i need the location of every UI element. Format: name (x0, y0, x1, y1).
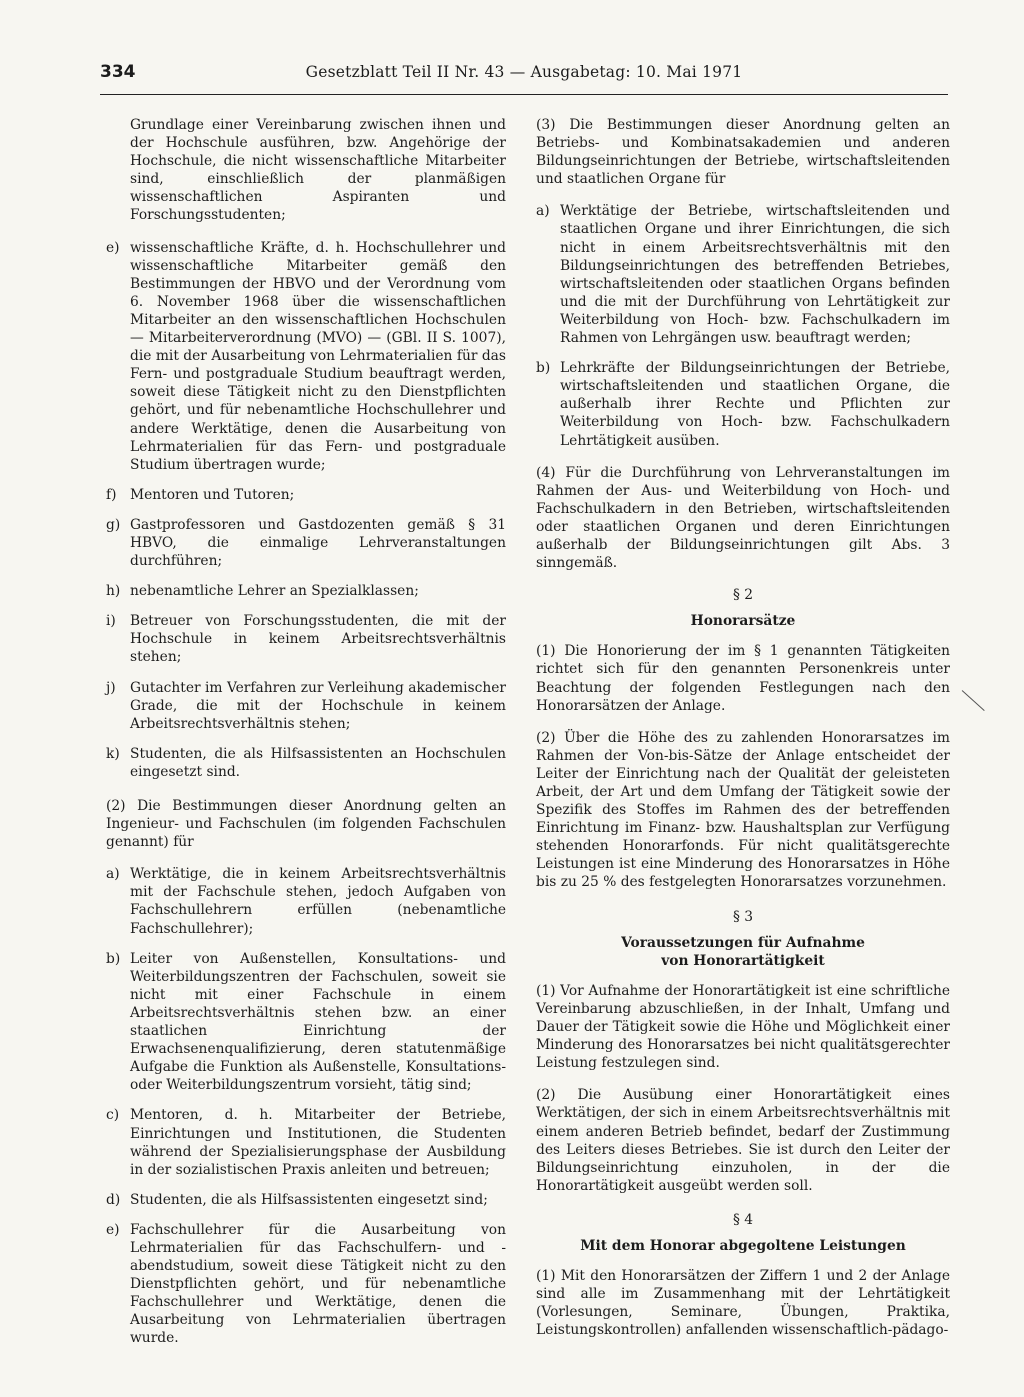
item-text: Studenten, die als Hilfsassistenten an Hochschulen eingesetzt sind. (130, 745, 506, 780)
list-item (106, 1106, 506, 1178)
section-paragraph: (2) Über die Höhe des zu zahlenden Honorarsatzes im Rahmen der Von-bis-Sätze der Anlage entscheidet der Leiter der Einrichtung nach der Qualität der geleisteten Arbeit, der Art und dem Umfang der Tätigkeit sowie der Spezifik des Stoffes im Rahmen des der betreffenden Einrichtung im Finanz- bzw. Haushaltsplan zur Verfügung stehenden Honorarfonds. Für nicht qualitätsgerechte Leistungen ist eine Minderung des Honorarsatzes in Höhe bis zu 25 % des festgelegten Honorarsatzes vorzunehmen. (536, 729, 950, 891)
section-number: § 3 (732, 908, 754, 925)
continued-item-text: Grundlage einer Vereinbarung zwischen ihnen und der Hochschule ausführen, bzw. Angehörige der Hochschule, die nicht wissenschaftliche Mitarbeiter sind, einschließlich der planmäßigen wissenschaftlichen Aspiranten und Forschungsstudenten; (130, 117, 506, 224)
scan-mark (962, 690, 985, 711)
item-label: j) (106, 679, 116, 696)
item-label: b) (536, 360, 551, 377)
item-text: Gutachter im Verfahren zur Verleihung akademischer Grade, die mit der Hochschule in keinem Arbeitsrechtsverhältnis stehen; (130, 679, 506, 732)
list-items-part3 (536, 202, 950, 449)
page-header (100, 60, 948, 95)
list-item (106, 679, 506, 733)
list-item (536, 359, 950, 449)
list-item (106, 582, 506, 600)
item-text: Leiter von Außenstellen, Konsultations- und Weiterbildungszentren der Fachschulen, soweit sie nicht mit einer Fachschule in einem Arbeitsrechtsverhältnis stehen bzw. an einer staatlichen Einrichtung der Erwachsenenqualifizierung, deren statutenmäßige Aufgabe die Funktion als Außenstelle, Konsultations- oder Weiterbildungszentrum vorsieht, tätig sind; (130, 950, 506, 1094)
paragraph-2: (2) Die Bestimmungen dieser Anordnung gelten an Ingenieur- und Fachschulen (im folgenden Fachschulen genannt) für (106, 798, 506, 851)
list-items-part1 (106, 239, 506, 781)
list-item (106, 1191, 506, 1209)
right-column (536, 116, 950, 1353)
item-text: Fachschullehrer für die Ausarbeitung von Lehrmaterialien für das Fachschulfern- und -abendstudium, soweit diese Tätigkeit nicht zu den Dienstpflichten gehört, und für nebenamtliche Fachschullehrer und Werktätige, denen die Ausarbeitung von Lehrmaterialien übertragen wurde. (130, 1221, 506, 1347)
list-items-part2 (106, 865, 506, 1347)
item-label: e) (106, 1221, 120, 1238)
item-label: h) (106, 583, 121, 600)
section-title-line2: von Honorartätigkeit (661, 952, 825, 969)
item-text: Mentoren und Tutoren; (130, 486, 295, 503)
list-item (106, 1221, 506, 1348)
section-paragraph: (1) Die Honorierung der im § 1 genannten Tätigkeiten richtet sich für den genannten Personenkreis unter Beachtung der folgenden Festlegungen nach den Honorarsätzen der Anlage. (536, 643, 950, 714)
list-item (106, 486, 506, 504)
item-text: Studenten, die als Hilfsassistenten eingesetzt sind; (130, 1191, 488, 1208)
item-label: a) (536, 203, 550, 220)
item-text: Mentoren, d. h. Mitarbeiter der Betriebe, Einrichtungen und Institutionen, die Studenten während der Spezialisierungsphase der Ausbildung in der sozialistischen Praxis anleiten und betreuen; (130, 1107, 506, 1178)
list-item (106, 239, 506, 474)
item-label: d) (106, 1191, 121, 1208)
item-label: e) (106, 239, 120, 256)
item-text: nebenamtliche Lehrer an Spezialklassen; (130, 583, 419, 600)
item-label: f) (106, 486, 117, 503)
section-title: Honorarsätze (690, 613, 796, 630)
left-column (106, 116, 506, 1360)
item-label: g) (106, 516, 121, 533)
item-text: Gastprofessoren und Gastdozenten gemäß § 31 HBVO, die einmalige Lehrveranstaltungen durchführen; (130, 516, 506, 570)
section-title: Mit dem Honorar abgegoltene Leistungen (580, 1237, 906, 1254)
item-text: Betreuer von Forschungsstudenten, die mit der Hochschule in keinem Arbeitsrechtsverhältnis stehen; (130, 613, 506, 666)
item-text: wissenschaftliche Kräfte, d. h. Hochschullehrer und wissenschaftliche Mitarbeiter gemäß den Bestimmungen der HBVO und der Verordnung vom 6. November 1968 über die wissenschaftlichen Mitarbeiter an den wissenschaftlichen Hochschulen — Mitarbeiterverordnung (MVO) — (GBl. II S. 1007), die mit der Ausarbeitung von Lehrmaterialien für das Fern- und postgraduale Studium beauftragt werden, soweit diese Tätigkeit nicht zu den Dienstpflichten gehört, und für nebenamtliche Hochschullehrer und andere Werktätige, denen die Ausarbeitung von Lehrmaterialien für das Fern- und postgraduale Studium übertragen wurde; (130, 239, 506, 473)
section-paragraph: (1) Mit den Honorarsätzen der Ziffern 1 und 2 der Anlage sind alle im Zusammenhang mit der Lehrtätigkeit (Vorlesungen, Seminare, Übungen, Praktika, Leistungskontrollen) anfallenden wissenschaftlich-pädago- (536, 1268, 950, 1339)
item-text: Werktätige, die in keinem Arbeitsrechtsverhältnis mit der Fachschule stehen, jedoch Aufgaben von Fachschullehrern erfüllen (nebenamtliche Fachschullehrer); (130, 866, 506, 937)
list-item (536, 202, 950, 347)
paragraph-3: (3) Die Bestimmungen dieser Anordnung gelten an Betriebs- und Kombinatsakademien und anderen Bildungseinrichtungen der Betriebe, wirtschaftsleitenden und staatlichen Organe für (536, 117, 950, 188)
item-label: c) (106, 1107, 120, 1124)
paragraph-4: (4) Für die Durchführung von Lehrveranstaltungen im Rahmen der Aus- und Weiterbildung von Hoch- und Fachschulkadern in den Betrieben, wirtschaftsleitenden oder staatlichen Organen und deren Einrichtungen außerhalb der Bildungseinrichtungen gilt Abs. 3 sinngemäß. (536, 464, 950, 572)
item-label: i) (106, 613, 116, 630)
section-number: § 4 (732, 1211, 754, 1228)
item-label: a) (106, 866, 120, 883)
item-label: k) (106, 745, 120, 762)
list-item (106, 745, 506, 781)
list-item (106, 516, 506, 570)
list-item (106, 865, 506, 937)
running-head: Gesetzblatt Teil II Nr. 43 — Ausgabetag: 10. Mai 1971 (305, 63, 743, 81)
item-label: b) (106, 950, 121, 967)
section-title: Voraussetzungen für Aufnahme (621, 934, 865, 951)
section-number: § 2 (732, 587, 754, 604)
item-text: Werktätige der Betriebe, wirtschaftsleitenden und staatlichen Organe und ihrer Einrichtungen, die sich nicht in einem Arbeitsrechtsverhältnis mit den Bildungseinrichtungen des betreffenden Betriebes, wirtschaftsleitenden oder staatlichen Organs befinden und die mit der Durchführung von Lehrtätigkeit zur Weiterbildung von Hoch- bzw. Fachschulkadern im Rahmen von Lehrgängen usw. beauftragt werden; (560, 203, 950, 347)
item-text: Lehrkräfte der Bildungseinrichtungen der Betriebe, wirtschaftsleitenden und staatlichen Organe, die außerhalb ihrer Rechte und Pflichten zur Weiterbildung von Hoch- bzw. Fachschulkadern Lehrtätigkeit ausüben. (560, 360, 950, 449)
list-item (106, 612, 506, 666)
page-number: 334 (100, 62, 136, 82)
section-paragraph: (2) Die Ausübung einer Honorartätigkeit eines Werktätigen, der sich in einem Arbeitsrechtsverhältnis mit einem anderen Betrieb befindet, bedarf der Zustimmung des Leiters dieses Betriebes. Sie ist durch den Leiter der Bildungseinrichtung einzuholen, in der die Honorartätigkeit ausgeübt werden soll. (536, 1087, 950, 1194)
list-item (106, 950, 506, 1095)
section-paragraph: (1) Vor Aufnahme der Honorartätigkeit ist eine schriftliche Vereinbarung abzuschließen, in der Inhalt, Umfang und Dauer der Tätigkeit sowie die Höhe und Möglichkeit einer Minderung des Honorarsatzes bei nicht qualitätsgerechter Leistung festzulegen sind. (536, 982, 950, 1072)
